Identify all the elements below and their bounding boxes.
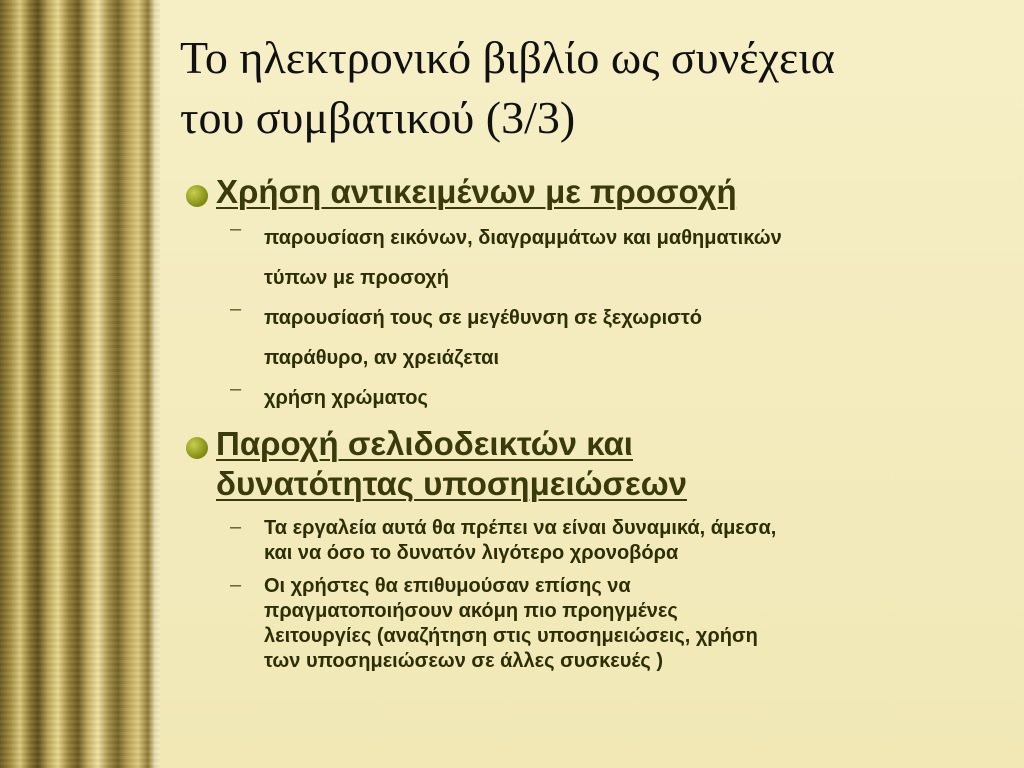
bullet-heading-line: Παροχή σελιδοδεικτών και — [216, 425, 633, 462]
sub-list — [186, 516, 1006, 674]
sub-item — [186, 378, 1006, 418]
dash-icon: – — [230, 574, 242, 596]
sub-item-line: παρουσίασή τους σε μεγέθυνση σε ξεχωριστό — [264, 307, 702, 329]
bullet-heading — [216, 424, 1006, 504]
slide-content — [186, 172, 1006, 682]
sub-item — [186, 574, 1006, 674]
decorative-pillar — [0, 0, 160, 768]
sub-item — [186, 218, 1006, 298]
slide-title — [180, 28, 1010, 148]
sub-item-line: χρήση χρώματος — [264, 387, 428, 409]
sub-item-line: πραγματοποιήσουν ακόμη πιο προηγμένες — [264, 600, 678, 622]
sub-list — [186, 218, 1006, 418]
bullet-heading — [216, 172, 1006, 212]
bullet-item — [186, 424, 1006, 504]
sub-item-line: Οι χρήστες θα επιθυμούσαν επίσης να — [264, 575, 631, 597]
title-line: του συμβατικού (3/3) — [180, 92, 576, 143]
dash-icon: – — [230, 516, 242, 538]
bullet-dot-icon — [186, 437, 208, 459]
dash-icon: – — [230, 218, 242, 240]
sub-item-line: και να όσο το δυνατόν λιγότερο χρονοβόρα — [264, 542, 679, 564]
sub-item-line: Τα εργαλεία αυτά θα πρέπει να είναι δυναμικά, άμεσα, — [264, 517, 777, 539]
bullet-dot-icon — [186, 185, 208, 207]
sub-item-line: παράθυρο, αν χρειάζεται — [264, 347, 499, 369]
bullet-item — [186, 172, 1006, 212]
bullet-heading-line: δυνατότητας υποσημειώσεων — [216, 465, 687, 502]
sub-item — [186, 298, 1006, 378]
dash-icon: – — [230, 378, 242, 400]
sub-item — [186, 516, 1006, 566]
bullet-heading-line: Χρήση αντικειμένων με προσοχή — [216, 173, 737, 210]
sub-item-line: παρουσίαση εικόνων, διαγραμμάτων και μαθηματικών — [264, 227, 782, 249]
title-line: Το ηλεκτρονικό βιβλίο ως συνέχεια — [180, 32, 835, 83]
sub-item-line: των υποσημειώσεων σε άλλες συσκευές ) — [264, 650, 664, 672]
sub-item-line: τύπων με προσοχή — [264, 267, 449, 289]
dash-icon: – — [230, 298, 242, 320]
sub-item-line: λειτουργίες (αναζήτηση στις υποσημειώσεις, χρήση — [264, 625, 758, 647]
